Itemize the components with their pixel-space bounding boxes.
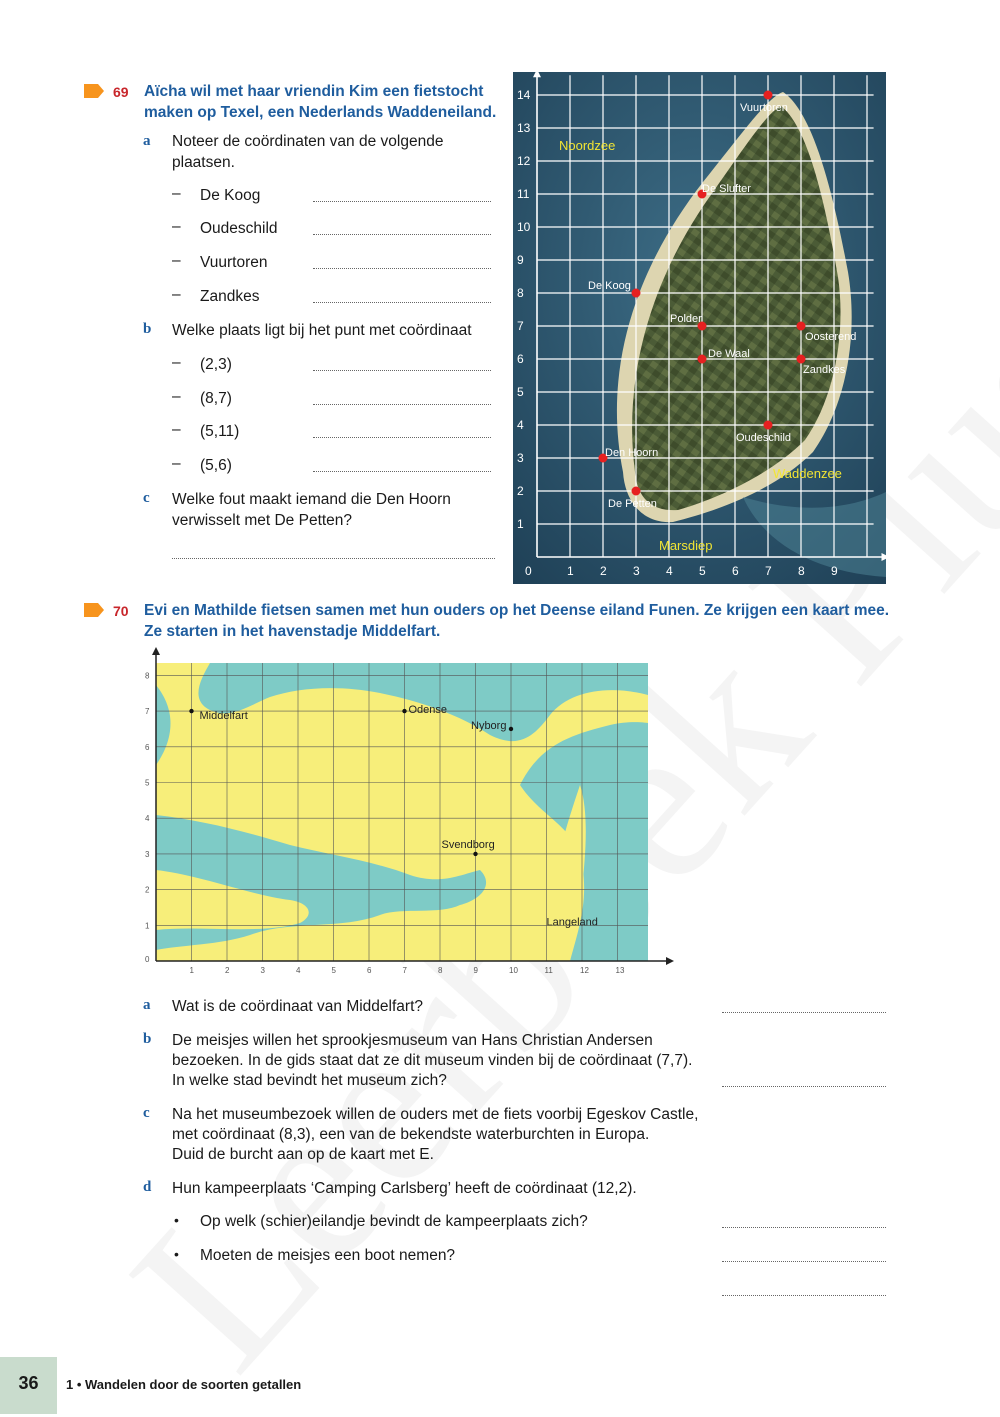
- question-b-text-2: bezoeken. In de gids staat dat ze dit museum vinden bij de coördinaat (7,7).: [172, 1052, 693, 1069]
- dash-bullet: –: [172, 185, 181, 202]
- question-letter-b: b: [143, 1031, 152, 1047]
- x-tick-label: 7: [765, 564, 772, 578]
- question-letter-b: b: [143, 321, 152, 337]
- coordinate-item: (8,7): [200, 390, 232, 407]
- y-tick-label: 5: [517, 385, 524, 399]
- water-label-noordzee: Noordzee: [559, 138, 616, 153]
- exercise-69-title-line1: Aïcha wil met haar vriendin Kim een fietstocht: [144, 83, 484, 100]
- place-marker: [509, 727, 513, 731]
- y-tick-label: 11: [517, 187, 530, 201]
- y-tick-label: 1: [145, 921, 150, 931]
- dash-bullet: –: [172, 252, 181, 269]
- y-tick-label: 4: [145, 814, 150, 824]
- exercise-marker-icon: [84, 84, 104, 98]
- y-tick-label: 3: [517, 451, 524, 465]
- water-label-waddenzee: Waddenzee: [773, 466, 842, 481]
- dash-bullet: –: [172, 421, 181, 438]
- question-c-text: Welke fout maakt iemand die Den Hoorn: [172, 491, 451, 508]
- y-tick-label: 4: [517, 418, 524, 432]
- place-label: De Slufter: [702, 183, 751, 195]
- y-tick-label: 10: [517, 220, 531, 234]
- place-item: Oudeschild: [200, 220, 278, 237]
- x-tick-label: 2: [225, 966, 230, 975]
- answer-line[interactable]: [722, 1261, 886, 1262]
- answer-line[interactable]: [313, 437, 491, 438]
- question-c-text: Na het museumbezoek willen de ouders met de fiets voorbij Egeskov Castle,: [172, 1106, 699, 1123]
- question-c-text-2: met coördinaat (8,3), een van de bekendste waterburchten in Europa.: [172, 1126, 650, 1143]
- place-marker: [764, 421, 773, 430]
- place-marker: [473, 852, 477, 856]
- exercise-70-title-line1: Evi en Mathilde fietsen samen met hun ouders op het Deense eiland Funen. Ze krijgen een kaart mee.: [144, 602, 890, 619]
- place-label: Langeland: [546, 916, 598, 929]
- exercise-69-title-line2: maken op Texel, een Nederlands Waddeneiland.: [144, 104, 497, 121]
- y-tick-label: 8: [145, 671, 150, 681]
- y-tick-label: 14: [517, 88, 531, 102]
- place-label: Odense: [408, 704, 448, 717]
- x-tick-label: 9: [831, 564, 838, 578]
- place-marker: [764, 91, 773, 100]
- question-d-item: Moeten de meisjes een boot nemen?: [200, 1247, 456, 1264]
- x-tick-label: 6: [732, 564, 739, 578]
- x-tick-label: 1: [567, 564, 574, 578]
- x-tick-label: 10: [509, 966, 518, 975]
- place-item: Vuurtoren: [200, 254, 268, 271]
- place-label: Nyborg: [471, 719, 507, 732]
- question-letter-c: c: [143, 1105, 150, 1121]
- place-marker: [632, 487, 641, 496]
- x-axis-arrow-icon: [666, 957, 674, 965]
- y-tick-label: 9: [517, 253, 524, 267]
- x-tick-label: 7: [402, 966, 407, 975]
- bullet: •: [174, 1246, 179, 1262]
- funen-coordinate-map: [140, 645, 680, 980]
- place-label: De Waal: [708, 348, 750, 360]
- y-tick-label: 6: [145, 742, 150, 752]
- page-number: 36: [18, 1373, 39, 1393]
- coordinate-item: (5,6): [200, 457, 232, 474]
- x-tick-label: 6: [367, 966, 372, 975]
- question-d-text: Hun kampeerplaats ‘Camping Carlsberg’ heeft de coördinaat (12,2).: [172, 1180, 637, 1197]
- place-marker: [797, 355, 806, 364]
- x-tick-label: 3: [260, 966, 265, 975]
- x-tick-label: 8: [798, 564, 805, 578]
- dash-bullet: –: [172, 354, 181, 371]
- y-tick-label: 12: [517, 154, 531, 168]
- question-b-text: De meisjes willen het sprookjesmuseum van Hans Christian Andersen: [172, 1032, 653, 1049]
- answer-line[interactable]: [722, 1086, 886, 1087]
- y-tick-label: 3: [145, 849, 150, 859]
- place-label: Svendborg: [441, 838, 495, 851]
- x-tick-label: 4: [666, 564, 673, 578]
- x-tick-label: 9: [473, 966, 478, 975]
- question-letter-c: c: [143, 490, 150, 506]
- y-tick-label: 6: [517, 352, 524, 366]
- place-label: Zandkes: [803, 364, 846, 376]
- coordinate-item: (2,3): [200, 356, 232, 373]
- question-a-text: Wat is de coördinaat van Middelfart?: [172, 998, 423, 1015]
- place-label: De Petten: [608, 498, 657, 510]
- question-letter-a: a: [143, 997, 151, 1013]
- place-marker: [189, 709, 193, 713]
- question-letter-d: d: [143, 1179, 152, 1195]
- question-b-text: Welke plaats ligt bij het punt met coördinaat: [172, 322, 472, 339]
- dash-bullet: –: [172, 388, 181, 405]
- y-tick-label: 8: [517, 286, 524, 300]
- exercise-70-title-line2: Ze starten in het havenstadje Middelfart.: [144, 623, 441, 640]
- question-a-text-2: plaatsen.: [172, 154, 235, 171]
- place-label: Middelfart: [199, 710, 248, 723]
- answer-line[interactable]: [313, 370, 491, 371]
- dash-bullet: –: [172, 455, 181, 472]
- x-tick-label: 5: [699, 564, 706, 578]
- question-c-text-3: Duid de burcht aan op de kaart met E.: [172, 1146, 434, 1163]
- place-marker: [797, 322, 806, 331]
- x-tick-label: 11: [544, 966, 553, 975]
- answer-line[interactable]: [722, 1012, 886, 1013]
- texel-coordinate-map: [513, 72, 886, 584]
- x-tick-label: 2: [600, 564, 607, 578]
- place-label: Oudeschild: [736, 432, 792, 444]
- bullet: •: [174, 1212, 179, 1228]
- y-tick-label: 13: [517, 121, 531, 135]
- y-tick-label: 2: [145, 885, 150, 895]
- question-letter-a: a: [143, 133, 151, 149]
- y-tick-label: 7: [145, 707, 150, 717]
- place-label: De Koog: [588, 280, 631, 292]
- answer-line[interactable]: [313, 268, 491, 269]
- place-label: Vuurtoren: [740, 102, 788, 114]
- y-tick-label: 2: [517, 484, 524, 498]
- answer-line[interactable]: [313, 404, 491, 405]
- exercise-number-69: 69: [113, 84, 129, 100]
- y-tick-label: 1: [517, 517, 524, 531]
- chapter-title: 1 • Wandelen door de soorten getallen: [66, 1377, 302, 1392]
- place-label: Den Hoorn: [605, 447, 659, 459]
- exercise-number-70: 70: [113, 603, 129, 619]
- x-tick-label: 4: [296, 966, 301, 975]
- y-tick-label: 5: [145, 778, 150, 788]
- question-c-text-2: verwisselt met De Petten?: [172, 512, 353, 529]
- answer-line[interactable]: [722, 1227, 886, 1228]
- x-tick-label: 5: [331, 966, 336, 975]
- answer-line[interactable]: [722, 1295, 886, 1296]
- x-tick-label: 12: [580, 966, 589, 975]
- place-marker: [698, 355, 707, 364]
- water-label-marsdiep: Marsdiep: [659, 538, 713, 553]
- y-axis-arrow-icon: [152, 647, 160, 655]
- place-marker: [402, 709, 406, 713]
- x-tick-label: 8: [438, 966, 443, 975]
- answer-line[interactable]: [313, 201, 491, 202]
- question-b-text-3: In welke stad bevindt het museum zich?: [172, 1072, 447, 1089]
- x-tick-label: 3: [633, 564, 640, 578]
- origin-label: 0: [525, 564, 532, 578]
- x-tick-label: 13: [615, 966, 625, 975]
- question-a-text: Noteer de coördinaten van de volgende: [172, 133, 444, 150]
- dash-bullet: –: [172, 286, 181, 303]
- origin-label: 0: [145, 955, 150, 964]
- question-d-item: Op welk (schier)eilandje bevindt de kampeerplaats zich?: [200, 1213, 588, 1230]
- x-tick-label: 1: [189, 966, 194, 975]
- coordinate-item: (5,11): [200, 423, 240, 440]
- place-item: De Koog: [200, 187, 261, 204]
- exercise-marker-icon: [84, 603, 104, 617]
- dash-bullet: –: [172, 218, 181, 235]
- answer-line[interactable]: [313, 234, 491, 235]
- place-label: Oosterend: [805, 331, 857, 343]
- place-marker: [632, 289, 641, 298]
- answer-line[interactable]: [313, 471, 491, 472]
- answer-line[interactable]: [313, 302, 491, 303]
- place-item: Zandkes: [200, 288, 260, 305]
- answer-line[interactable]: [172, 558, 495, 559]
- y-tick-label: 7: [517, 319, 524, 333]
- place-label: Polder: [670, 313, 702, 325]
